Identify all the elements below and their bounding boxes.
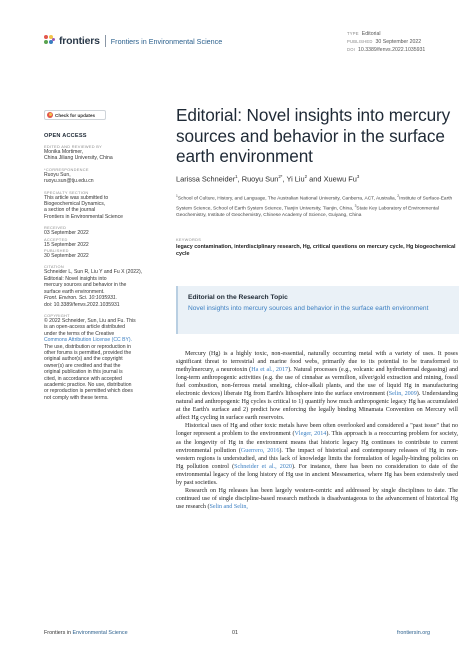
- body-text: ). For instance, there has been no consideration to date of the environmental legacy of the long history of Hg use in ancient Mesoamerica, where Hg has been extensively used by past societies.: [176, 463, 459, 486]
- body-text: ). Understanding natural and anthropogenic Hg cycles is critical to 1) quantify how much anthropogenic legacy Hg has accumulated at the Earth's surface and 2) predict how enforcing the legally binding Minamata Convention on Mercury will affect Hg cycling in surface earth reservoirs.: [176, 391, 458, 422]
- footer-journal: [44, 630, 128, 636]
- affiliations: [176, 193, 461, 219]
- body-text: Historical uses of Hg and other toxic metals have been often overlooked and considered a "past issue" that no longer represent a problem to the environment (: [176, 423, 458, 438]
- citation-line: mercury sources and behavior in the: [44, 282, 127, 289]
- specialty-line: Biogeochemical Dynamics,: [44, 201, 106, 208]
- meta-doi-value[interactable]: 10.3389/fenvs.2022.1035931: [358, 47, 426, 54]
- author-sup: 1: [235, 174, 238, 179]
- copyright-line: owner(s) are credited and that the: [44, 362, 121, 369]
- citation-link[interactable]: Selin and Selin,: [209, 503, 248, 510]
- copyright-block: [44, 313, 154, 401]
- copyright-line: or reproduction is permitted which does: [44, 388, 133, 395]
- body-text: Mercury (Hg) is a highly toxic, non-essential, naturally occurring metal with a variety of uses. It poses significant threat to terrestrial and marine food webs, primarily due to its potential to be transformed to methylmercury, a neurotoxin (: [176, 351, 458, 374]
- body-text: ). The impact of historical and contemporary releases of Hg in non-western regions is understudied, and this lack of knowledge limits the formulation of legally-binding policies on Hg pollution control (: [176, 447, 458, 470]
- author-name[interactable]: Larissa Schneider: [176, 174, 236, 184]
- citation-link[interactable]: Ha et al., 2017: [251, 367, 289, 374]
- edited-by-label: EDITED AND REVIEWED BY: [44, 144, 103, 149]
- meta-doi-key: DOI: [347, 47, 356, 53]
- copyright-line: other forums is permitted, provided the: [44, 349, 132, 356]
- meta-published-key: PUBLISHED: [347, 39, 373, 45]
- author-name[interactable]: Ruoyu Sun: [241, 174, 279, 184]
- citation-label: CITATION: [44, 264, 64, 270]
- copyright-license-link[interactable]: Commons Attribution License (CC BY).: [44, 337, 133, 344]
- publisher-logo[interactable]: [44, 35, 222, 47]
- author-name[interactable]: Xuewu Fu: [323, 174, 357, 184]
- copyright-line: is an open-access article distributed: [44, 324, 125, 331]
- keywords-text: legacy contamination, interdisciplinary research, Hg, critical questions on mercury cycle, Hg biogeochemical cycle: [176, 244, 456, 257]
- footer-journal-prefix: Frontiers in: [44, 630, 73, 636]
- meta-doi[interactable]: [347, 46, 467, 54]
- body-paragraph: [176, 422, 458, 486]
- crossmark-icon: [47, 112, 53, 118]
- copyright-label: COPYRIGHT: [44, 312, 70, 318]
- received-label: RECEIVED: [44, 225, 67, 231]
- affiliation-text: School of Culture, History, and Language, The Australian National University, Canberra, ACT, Australia,: [177, 196, 396, 202]
- citation-link[interactable]: Vleger, 2014: [294, 431, 327, 438]
- accepted-label: ACCEPTED: [44, 236, 68, 242]
- correspondence-name: Ruoyu Sun,: [44, 171, 71, 178]
- copyright-license-link[interactable]: under the terms of the Creative: [44, 330, 115, 337]
- author-sup: 2*: [278, 174, 283, 179]
- meta-type: [347, 30, 467, 38]
- body-text: ). Natural processes (e.g., volcanic and hydrothermal degassing) and long-term anthropogenic activities (e.g. the use of cinnabar as vermilion, silver/gold extraction and mining, fossil fuel combustion, non-ferrous metal smelting, chlor-alkali plants, and the use of liquid Hg in manufacturing electronic devices) liberate Hg from Earth's lithosphere into the surface environment (: [176, 367, 458, 398]
- article-title: Editorial: Novel insights into mercury sources and behavior in the surface earth environment: [176, 105, 451, 166]
- research-topic-label: Editorial on the Research Topic: [188, 294, 288, 301]
- open-access-label: OPEN ACCESS: [44, 133, 87, 139]
- citation-line: Schneider L, Sun R, Liu Y and Fu X (2022),: [44, 269, 143, 276]
- research-topic-box: [176, 286, 459, 334]
- specialty-line: a section of the journal: [44, 207, 96, 214]
- specialty-section-block: [44, 190, 154, 221]
- research-topic-link[interactable]: Novel insights into mercury sources and behavior in the surface earth environment: [188, 305, 429, 312]
- copyright-line: original author(s) and the copyright: [44, 356, 123, 363]
- copyright-line: academic practice. No use, distribution: [44, 381, 132, 388]
- body-paragraph: [176, 487, 458, 511]
- footer-site-link[interactable]: frontiersin.org: [397, 630, 430, 636]
- affiliation: [176, 193, 461, 219]
- published-date: 30 September 2022: [44, 253, 89, 260]
- author-name[interactable]: Yi Liu: [286, 174, 305, 184]
- copyright-line: © 2022 Schneider, Sun, Liu and Fu. This: [44, 317, 136, 324]
- journal-name[interactable]: Frontiers in Environmental Science: [110, 36, 223, 46]
- published-label: PUBLISHED: [44, 248, 69, 254]
- affiliation-sup: 1: [176, 194, 178, 198]
- meta-published-value: 30 September 2022: [375, 39, 422, 46]
- editor-affiliation: China Jiliang University, China: [44, 155, 113, 162]
- edited-by-block: [44, 144, 154, 162]
- citation-link[interactable]: Selin, 2009: [388, 391, 417, 398]
- meta-published: [347, 38, 467, 46]
- footer-journal-accent: Environmental Science: [72, 630, 128, 636]
- specialty-line: Frontiers in Environmental Science: [44, 213, 123, 220]
- specialty-section-label: SPECIALTY SECTION: [44, 189, 89, 195]
- publisher-name: frontiers: [59, 35, 100, 47]
- correspondence-label: *CORRESPONDENCE: [44, 166, 89, 172]
- copyright-line: The use, distribution or reproduction in: [44, 343, 131, 350]
- accepted-date: 15 September 2022: [44, 241, 89, 248]
- citation-link[interactable]: Guerrero, 2016: [240, 447, 280, 454]
- received-date: 03 September 2022: [44, 230, 89, 237]
- citation-link[interactable]: Schneider et al., 2020: [234, 463, 292, 470]
- author-sup: 2: [304, 174, 308, 179]
- copyright-line: not comply with these terms.: [44, 394, 109, 401]
- dates-block: [44, 225, 154, 259]
- citation-line: Front. Environ. Sci. 10:1035931.: [44, 295, 118, 302]
- copyright-line: cited, in accordance with accepted: [44, 375, 122, 382]
- check-for-updates-button[interactable]: [44, 110, 106, 120]
- correspondence-email[interactable]: ruoyu.sun@tju.edu.cn: [44, 178, 94, 185]
- affiliation-text: State Key Laboratory of Environmental Geochemistry, Institute of Geochemistry, Chinese Academy of Science, Guiyang, China: [176, 206, 439, 218]
- citation-block: [44, 264, 154, 307]
- affiliation-text: Institute of Surface-Earth System Science, School of Earth System Science, Tianjin University, Tianjin, China,: [176, 196, 453, 212]
- article-body: [176, 350, 458, 511]
- citation-line: surface earth environment.: [44, 288, 105, 295]
- correspondence-block: [44, 167, 154, 185]
- citation-line: Editorial: Novel insights into: [44, 275, 107, 282]
- page-number: 01: [232, 630, 238, 636]
- specialty-line: This article was submitted to: [44, 194, 109, 201]
- meta-type-value: Editorial: [361, 31, 381, 37]
- body-text: Research on Hg releases has been largely western-centric and addressed by single disciplines to date. The continued use of single discipline-based research methods is disadvantageous to the advancement of historical Hg use research (: [176, 487, 458, 510]
- meta-type-key: TYPE: [347, 31, 359, 36]
- article-meta: [347, 30, 467, 55]
- author-list: Larissa Schneider$^1$, Ruoyu Sun$^{2*}$, Yi Liu$^2$ and Xuewu Fu$^3$: [176, 174, 360, 184]
- frontiers-logo-icon: [44, 35, 56, 47]
- article-sidebar: [44, 133, 154, 406]
- affiliation-sup: 2: [397, 194, 400, 198]
- body-text: ). This approach is a reoccurring problem for society, as the longevity of Hg in the environment means that historic legacy Hg continues to contribute to current environmental pollution (: [176, 431, 458, 454]
- copyright-line: original publication in this journal is: [44, 369, 123, 376]
- author-sup: 3: [356, 174, 360, 179]
- page-footer: [44, 630, 430, 640]
- body-paragraph: [176, 350, 458, 422]
- citation-doi[interactable]: doi: 10.3389/fenvs.2022.1035931: [44, 301, 120, 308]
- check-for-updates-label: Check for updates: [55, 112, 96, 118]
- affiliation-sup: 3: [354, 203, 357, 208]
- header-divider: [105, 35, 106, 47]
- editor-name: Monika Mortimer,: [44, 149, 84, 155]
- keywords-label: KEYWORDS: [176, 237, 202, 242]
